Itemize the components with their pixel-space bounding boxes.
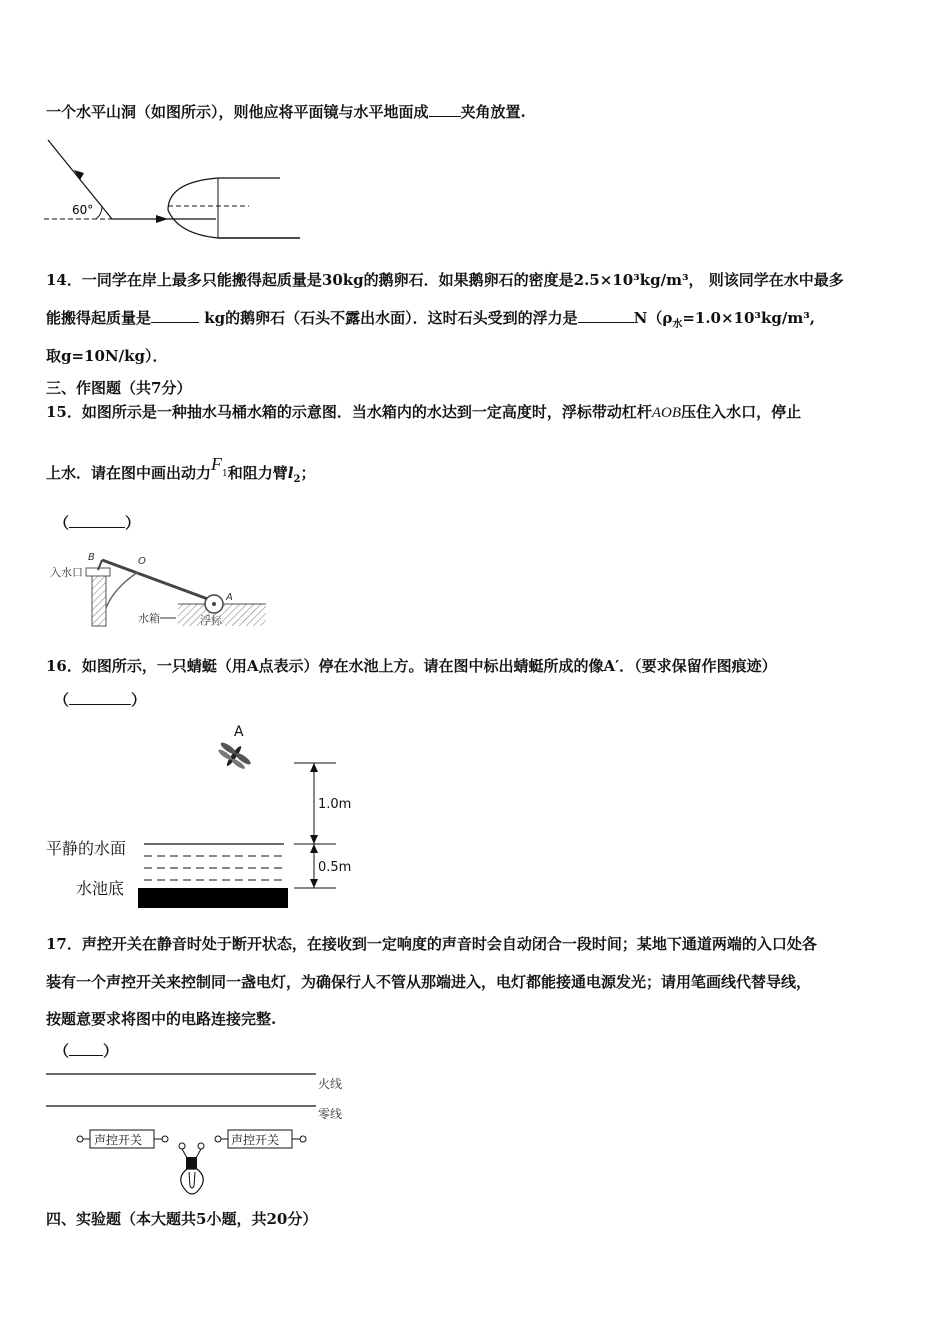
- q16-surface-label: 平静的水面: [46, 839, 127, 858]
- q13-angle-label: 60°: [72, 203, 94, 217]
- q13-text: 一个水平山洞（如图所示），则他应将平面镜与水平地面成 夹角放置.: [46, 103, 526, 121]
- q16-bottom-label: 水池底: [76, 879, 125, 898]
- q15-inlet-label: 入水口: [50, 566, 83, 579]
- light-bulb-icon: [179, 1143, 204, 1194]
- q17-line3: 按题意要求将图中的电路连接完整.: [46, 1010, 277, 1028]
- q14-blank-mass[interactable]: [151, 308, 199, 323]
- q14-blank-force[interactable]: [578, 308, 634, 323]
- q15-tank-label: 水箱: [138, 612, 160, 625]
- neutral-wire-label: 零线: [318, 1107, 343, 1121]
- q16-figure: [44, 718, 374, 914]
- q16-answer: （ ）: [54, 691, 147, 709]
- dragonfly-icon: [212, 736, 255, 776]
- q13-blank[interactable]: [429, 102, 461, 117]
- q15-answer-blank[interactable]: [69, 513, 125, 528]
- q16-line1: 16．如图所示，一只蜻蜓（用A点表示）停在水池上方。请在图中标出蜻蜓所成的像A′．（要求保留作图痕迹）: [46, 657, 777, 675]
- q17-answer: （ ）: [54, 1042, 119, 1060]
- q16-height-2: 0.5m: [318, 860, 352, 875]
- q14-line2: 能搬得起质量是 kg的鹅卵石（石头不露出水面）．这时石头受到的浮力是 $N(\rho_水=1.0\times 10^3kg/m^3$,: [46, 309, 816, 330]
- q15-point-b: B: [88, 552, 95, 563]
- q15-answer: （ ）: [54, 514, 141, 532]
- live-wire-label: 火线: [318, 1077, 343, 1091]
- q13-figure: [44, 134, 306, 244]
- sound-switch-1[interactable]: 声控开关: [94, 1133, 143, 1147]
- q15-line2: 上水．请在图中画出动力$F_1$和阻力臂$l_2$；: [46, 454, 316, 485]
- q15-point-a: A: [226, 592, 233, 603]
- q15-float-label: 浮标: [200, 614, 222, 627]
- q17-line2: 装有一个声控开关来控制同一盏电灯，为确保行人不管从那端进入，电灯都能接通电源发光；请用笔画线代替导线，: [46, 973, 812, 991]
- q15-line1: 15．如图所示是一种抽水马桶水箱的示意图．当水箱内的水达到一定高度时，浮标带动杠杆AOB压住入水口，停止: [46, 403, 802, 421]
- q17-figure: [44, 1064, 364, 1200]
- q15-figure: [48, 548, 270, 628]
- q16-height-1: 1.0m: [318, 797, 352, 812]
- q16-point-a: A: [234, 724, 244, 740]
- q16-answer-blank[interactable]: [69, 690, 131, 705]
- q17-line1: 17．声控开关在静音时处于断开状态，在接收到一定响度的声音时会自动闭合一段时间；某地下通道两端的入口处各: [46, 935, 817, 953]
- q15-point-o: O: [138, 556, 146, 567]
- sound-switch-2[interactable]: 声控开关: [231, 1133, 280, 1147]
- q14-line3: 取g=10N/kg）．: [46, 347, 168, 365]
- section3-title: 三、作图题（共7分）: [46, 379, 192, 397]
- q14-line1: 14．一同学在岸上最多只能搬得起质量是30kg的鹅卵石．如果鹅卵石的密度是2.5×10³kg/m³， 则该同学在水中最多: [46, 271, 844, 289]
- q17-answer-blank[interactable]: [69, 1041, 103, 1056]
- section4-title: 四、实验题（本大题共5小题，共20分）: [46, 1210, 318, 1228]
